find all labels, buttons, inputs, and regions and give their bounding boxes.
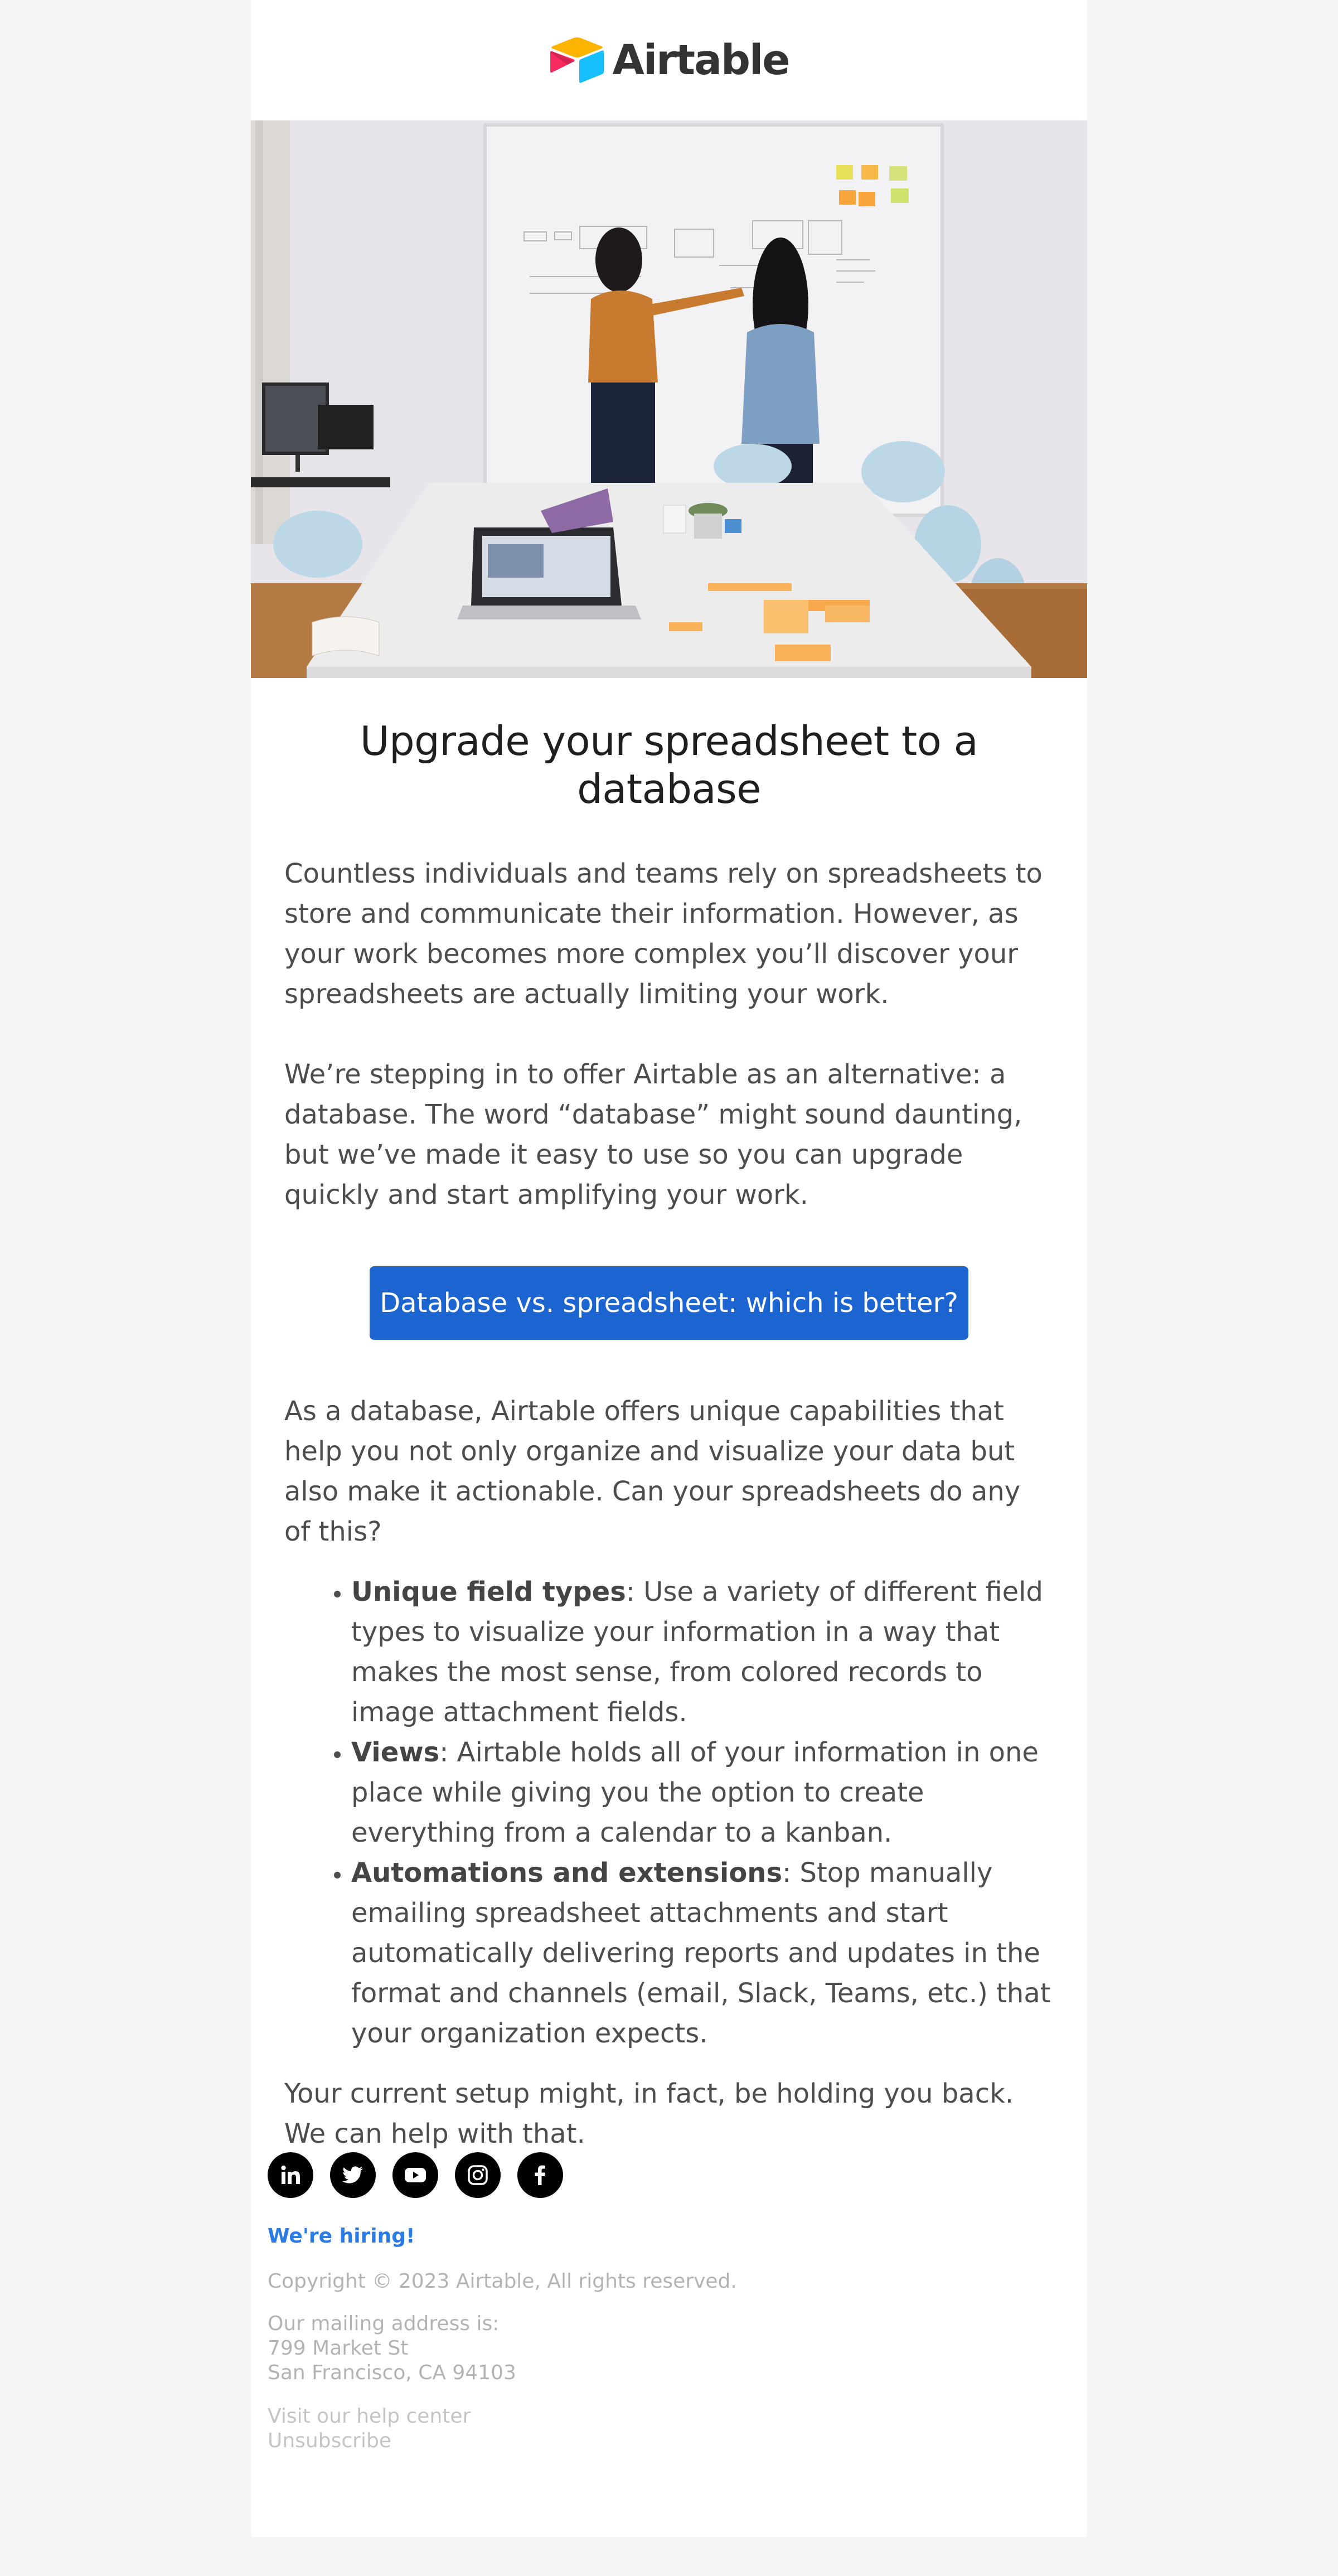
feature-title: Views bbox=[351, 1736, 440, 1768]
youtube-icon bbox=[402, 2162, 429, 2188]
mailing-label: Our mailing address is: bbox=[268, 2312, 500, 2335]
email-content bbox=[251, 717, 1087, 2154]
unsubscribe-link[interactable]: Unsubscribe bbox=[268, 2429, 391, 2452]
twitter-link[interactable] bbox=[330, 2152, 376, 2198]
address-line-2: San Francisco, CA 94103 bbox=[268, 2361, 516, 2384]
comparison-cta-button[interactable]: Database vs. spreadsheet: which is better? bbox=[370, 1266, 968, 1340]
headline: Upgrade your spreadsheet to a database bbox=[360, 718, 978, 813]
closing-paragraph: Your current setup might, in fact, be holding you back. We can help with that. bbox=[284, 2078, 1014, 2149]
office-whiteboard-photo bbox=[251, 120, 1087, 678]
brand-name: Airtable bbox=[612, 36, 789, 84]
feature-item-field-types bbox=[351, 1572, 1054, 1732]
capabilities-paragraph: As a database, Airtable offers unique capabilities that help you not only organize and visualize your data but also make it actionable. Can your spreadsheets do any of this? bbox=[284, 1395, 1021, 1547]
youtube-link[interactable] bbox=[392, 2152, 438, 2198]
offer-paragraph: We’re stepping in to offer Airtable as an alternative: a database. The word “database” might sound daunting, but we’ve made it easy to use so you can upgrade quickly and start amplifying your work. bbox=[284, 1058, 1022, 1210]
intro-paragraph: Countless individuals and teams rely on spreadsheets to store and communicate their information. However, as your work becomes more complex you’ll discover your spreadsheets are actually limiting your work. bbox=[284, 858, 1043, 1010]
feature-title: Automations and extensions bbox=[351, 1857, 783, 1889]
twitter-icon bbox=[340, 2162, 366, 2188]
address-line-1: 799 Market St bbox=[268, 2337, 409, 2360]
feature-item-automations bbox=[351, 1853, 1054, 2054]
feature-item-views bbox=[351, 1732, 1054, 1853]
social-links bbox=[268, 2152, 1048, 2198]
mailing-address bbox=[268, 2312, 1048, 2385]
linkedin-icon bbox=[277, 2162, 304, 2188]
airtable-logo-icon bbox=[549, 37, 605, 84]
email-header bbox=[251, 0, 1087, 120]
instagram-icon bbox=[464, 2162, 491, 2188]
email-footer bbox=[268, 2152, 1048, 2453]
hero-image bbox=[251, 120, 1087, 678]
feature-list bbox=[284, 1572, 1054, 2054]
copyright-text: Copyright © 2023 Airtable, All rights reserved. bbox=[268, 2270, 737, 2293]
instagram-link[interactable] bbox=[455, 2152, 501, 2198]
facebook-link[interactable] bbox=[517, 2152, 563, 2198]
feature-text: : Stop manually emailing spreadsheet attachments and start automatically delivering reports and updates in the format and channels (email, Slack, Teams, etc.) that your organization expects. bbox=[351, 1857, 1051, 2049]
feature-title: Unique field types bbox=[351, 1576, 626, 1607]
feature-text: : Use a variety of different field types to visualize your information in a way that makes the most sense, from colored records to image attachment fields. bbox=[351, 1576, 1043, 1728]
feature-text: : Airtable holds all of your information in one place while giving you the option to create everything from a calendar to a kanban. bbox=[351, 1736, 1039, 1848]
help-center-link[interactable]: Visit our help center bbox=[268, 2405, 471, 2428]
facebook-icon bbox=[527, 2162, 554, 2188]
hiring-link[interactable]: We're hiring! bbox=[268, 2225, 415, 2248]
airtable-logo[interactable] bbox=[549, 36, 789, 84]
linkedin-link[interactable] bbox=[268, 2152, 313, 2198]
email-body bbox=[251, 0, 1087, 2537]
cta-container bbox=[284, 1266, 1054, 1340]
footer-links bbox=[268, 2404, 1048, 2453]
